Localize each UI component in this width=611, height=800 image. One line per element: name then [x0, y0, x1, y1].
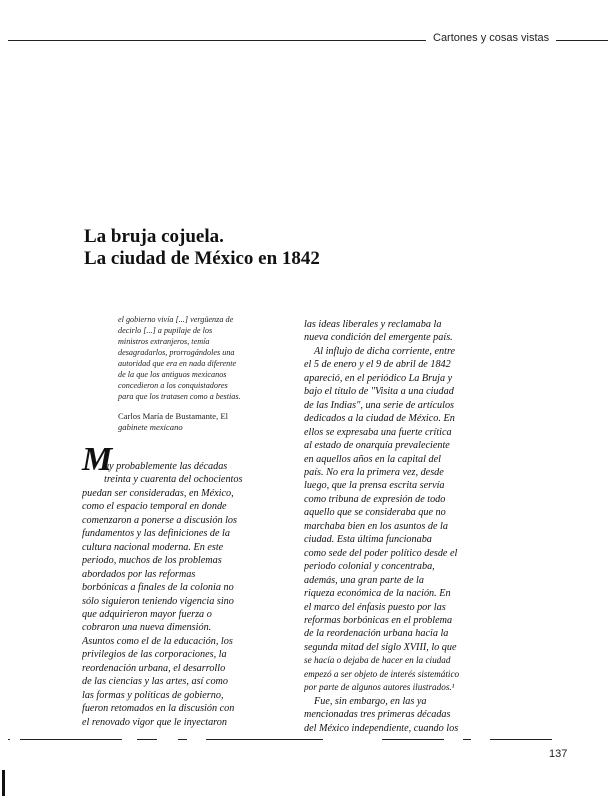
text-line: cobraron una nueva dimensión. — [82, 622, 212, 634]
attribution-line-1: Carlos María de Bustamante, El — [118, 411, 229, 421]
text-line: al estado de onarquía prevaleciente — [304, 440, 450, 452]
footer-rule-segment — [206, 739, 323, 740]
text-line: borbónicas a finales de la colonia no — [82, 582, 234, 594]
footer-rule — [0, 739, 611, 741]
footer-rule-segment — [8, 739, 10, 740]
text-line: comenzaron a ponerse a discusión los — [82, 514, 237, 526]
text-line: de las Indias", una serie de artículos — [304, 399, 455, 411]
text-line: Fue, sin embargo, en las ya — [314, 695, 427, 707]
text-line: apareció, en el periódico La Bruja y — [304, 372, 453, 384]
body-column-right — [304, 318, 514, 735]
text-line: el 5 de enero y el 9 de abril de 1842 — [304, 359, 451, 371]
text-line: reordenación urbana, el desarrollo — [82, 662, 226, 674]
text-line: que adquirieron mayor fuerza o — [82, 608, 212, 620]
epigraph-line: el gobierno vivía [...] vergüenza de — [118, 315, 234, 324]
text-line: privilegios de las corporaciones, la — [82, 649, 227, 661]
text-line: las formas y políticas de gobierno, — [82, 689, 224, 701]
epigraph-line: ministros extranjeros, temía — [118, 337, 210, 346]
text-line: periodo, muchos de los problemas — [82, 555, 222, 567]
footer-rule-segment — [178, 739, 187, 740]
epigraph-line: desagradarlos, prorrogándoles una — [118, 348, 235, 357]
text-line: el renovado vigor que le inyectaron — [82, 716, 227, 728]
text-line: el marco del énfasis puesto por las — [304, 601, 446, 613]
text-line: en aquellos años en la capital del — [304, 453, 441, 465]
text-line: de la reordenación urbana hacia la — [304, 628, 449, 640]
header-rule-right — [556, 40, 608, 41]
text-line: como sede del poder político desde el — [304, 547, 458, 559]
text-line: de las ciencias y las artes, así como — [82, 676, 228, 688]
text-line: además, una gran parte de la — [304, 574, 424, 586]
epigraph-line: de la que los antiguos mexicanos — [118, 370, 227, 379]
text-line: reformas borbónicas en el problema — [304, 614, 453, 626]
text-line: ciudad. Esta última funcionaba — [304, 534, 432, 546]
text-line: como tribuna de expresión de todo — [304, 493, 446, 505]
text-line: puedan ser consideradas, en México, — [82, 487, 234, 499]
title-line-2: La ciudad de México en 1842 — [84, 248, 320, 269]
text-line: se hacía o dejaba de hacer en la ciudad — [304, 655, 451, 666]
text-line: fueron retomados en la discusión con — [82, 703, 235, 715]
text-line: fundamentos y las definiciones de la — [82, 528, 230, 540]
text-line: marchaba bien en los asuntos de la — [304, 520, 448, 532]
scan-edge-mark — [2, 770, 5, 796]
epigraph-line: decirlo [...] a pupilaje de los — [118, 326, 213, 335]
text-line: por parte de algunos autores ilustrados.¹ — [304, 682, 455, 693]
epigraph — [118, 314, 278, 402]
text-line: treinta y cuarenta del ochocientos — [104, 474, 243, 486]
text-line: periodo colonial y concentraba, — [304, 561, 435, 573]
text-line: nueva condición del emergente país. — [304, 332, 453, 344]
text-line: como el espacio temporal en donde — [82, 501, 227, 513]
footer-rule-segment — [20, 739, 122, 740]
text-line: Al influjo de dicha corriente, entre — [314, 345, 456, 357]
text-line: luego, que la prensa escrita servía — [304, 480, 445, 492]
text-line: segunda mitad del siglo XVIII, lo que — [304, 641, 457, 653]
text-line: sólo siguieron teniendo vigencia sino — [82, 595, 234, 607]
text-line: país. No era la primera vez, desde — [304, 466, 444, 478]
text-line: Asuntos como el de la educación, los — [82, 635, 233, 647]
text-line: ellos se expresaba una fuerte crítica — [304, 426, 452, 438]
text-line: bajo el título de "Visita a una ciudad — [304, 386, 454, 398]
drop-cap: M — [82, 441, 113, 478]
footer-rule-segment — [490, 739, 552, 740]
text-line: riqueza económica de la nación. En — [304, 588, 451, 600]
text-line: empezó a ser objeto de interés sistemático — [304, 668, 460, 679]
text-line: dedicados a la ciudad de México. En — [304, 413, 455, 425]
text-line: del México independiente, cuando los — [304, 722, 459, 734]
epigraph-line: concedieron a los conquistadores — [118, 381, 228, 390]
footer-rule-segment — [463, 739, 471, 740]
epigraph-line: autoridad que era en nada diferente — [118, 359, 237, 368]
epigraph-line: para que los tratasen como a bestias. — [118, 392, 241, 401]
text-line: las ideas liberales y reclamaba la — [304, 319, 442, 330]
body-column-left — [82, 460, 288, 729]
text-line: aquello que se consideraba que no — [304, 507, 446, 519]
text-line: mencionadas tres primeras décadas — [304, 709, 451, 721]
running-title: Cartones y cosas vistas — [433, 32, 550, 44]
footer-rule-segment — [137, 739, 157, 740]
title-line-1: La bruja cojuela. — [84, 226, 224, 247]
text-line: abordados por las reformas — [82, 568, 196, 580]
text-line: cultura nacional moderna. En este — [82, 541, 224, 553]
attribution-line-2: gabinete mexicano — [118, 422, 183, 432]
footer-rule-segment — [382, 739, 444, 740]
page-number: 137 — [549, 748, 568, 760]
chapter-title — [84, 226, 320, 270]
header-rule-left — [8, 40, 426, 41]
epigraph-attribution — [118, 411, 278, 433]
text-line: uy probablemente las décadas — [104, 461, 228, 472]
